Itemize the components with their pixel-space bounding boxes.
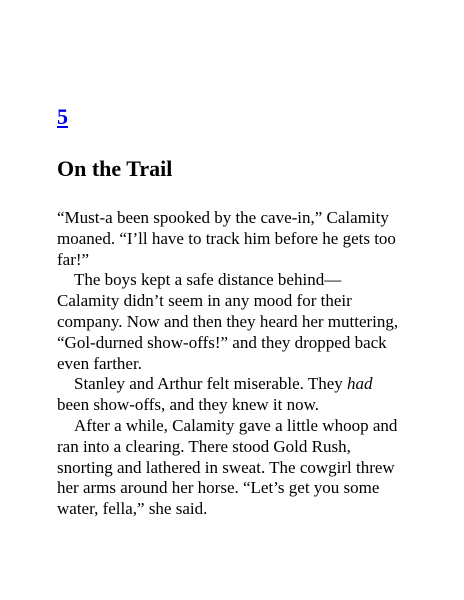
paragraph-3 [57,374,417,416]
text-line: “Must-a been spooked by the cave-in,” Calamity [57,208,389,227]
text-line: her arms around her horse. “Let’s get you some [57,478,380,498]
text-line [57,374,417,395]
text-line: The boys kept a safe distance behind— [74,270,342,290]
chapter-title: On the Trail [57,156,173,181]
text-run: Stanley and Arthur felt miserable. They [74,374,348,394]
chapter-body [57,208,417,520]
chapter-number-link[interactable]: 5 [57,104,68,129]
text-line: water, fella,” she said. [57,499,208,519]
text-line: “Gol-durned show-offs!” and they dropped back [57,332,387,352]
paragraph-4 [57,416,417,520]
emphasized-word: had [347,374,373,394]
text-line: ran into a clearing. There stood Gold Rush, [57,436,351,456]
paragraph-1 [57,208,417,270]
text-line: snorting and lathered in sweat. The cowgirl threw [57,457,395,477]
text-line: Calamity didn’t seem in any mood for their [57,291,352,311]
text-line: far!” [57,249,90,269]
text-line: even farther. [57,353,142,373]
text-line: company. Now and then they heard her muttering, [57,311,399,331]
paragraph-2 [57,270,417,374]
text-line: After a while, Calamity gave a little whoop and [74,415,398,435]
text-line: been show-offs, and they knew it now. [57,395,320,415]
text-line: moaned. “I’ll have to track him before he gets too [57,228,396,248]
